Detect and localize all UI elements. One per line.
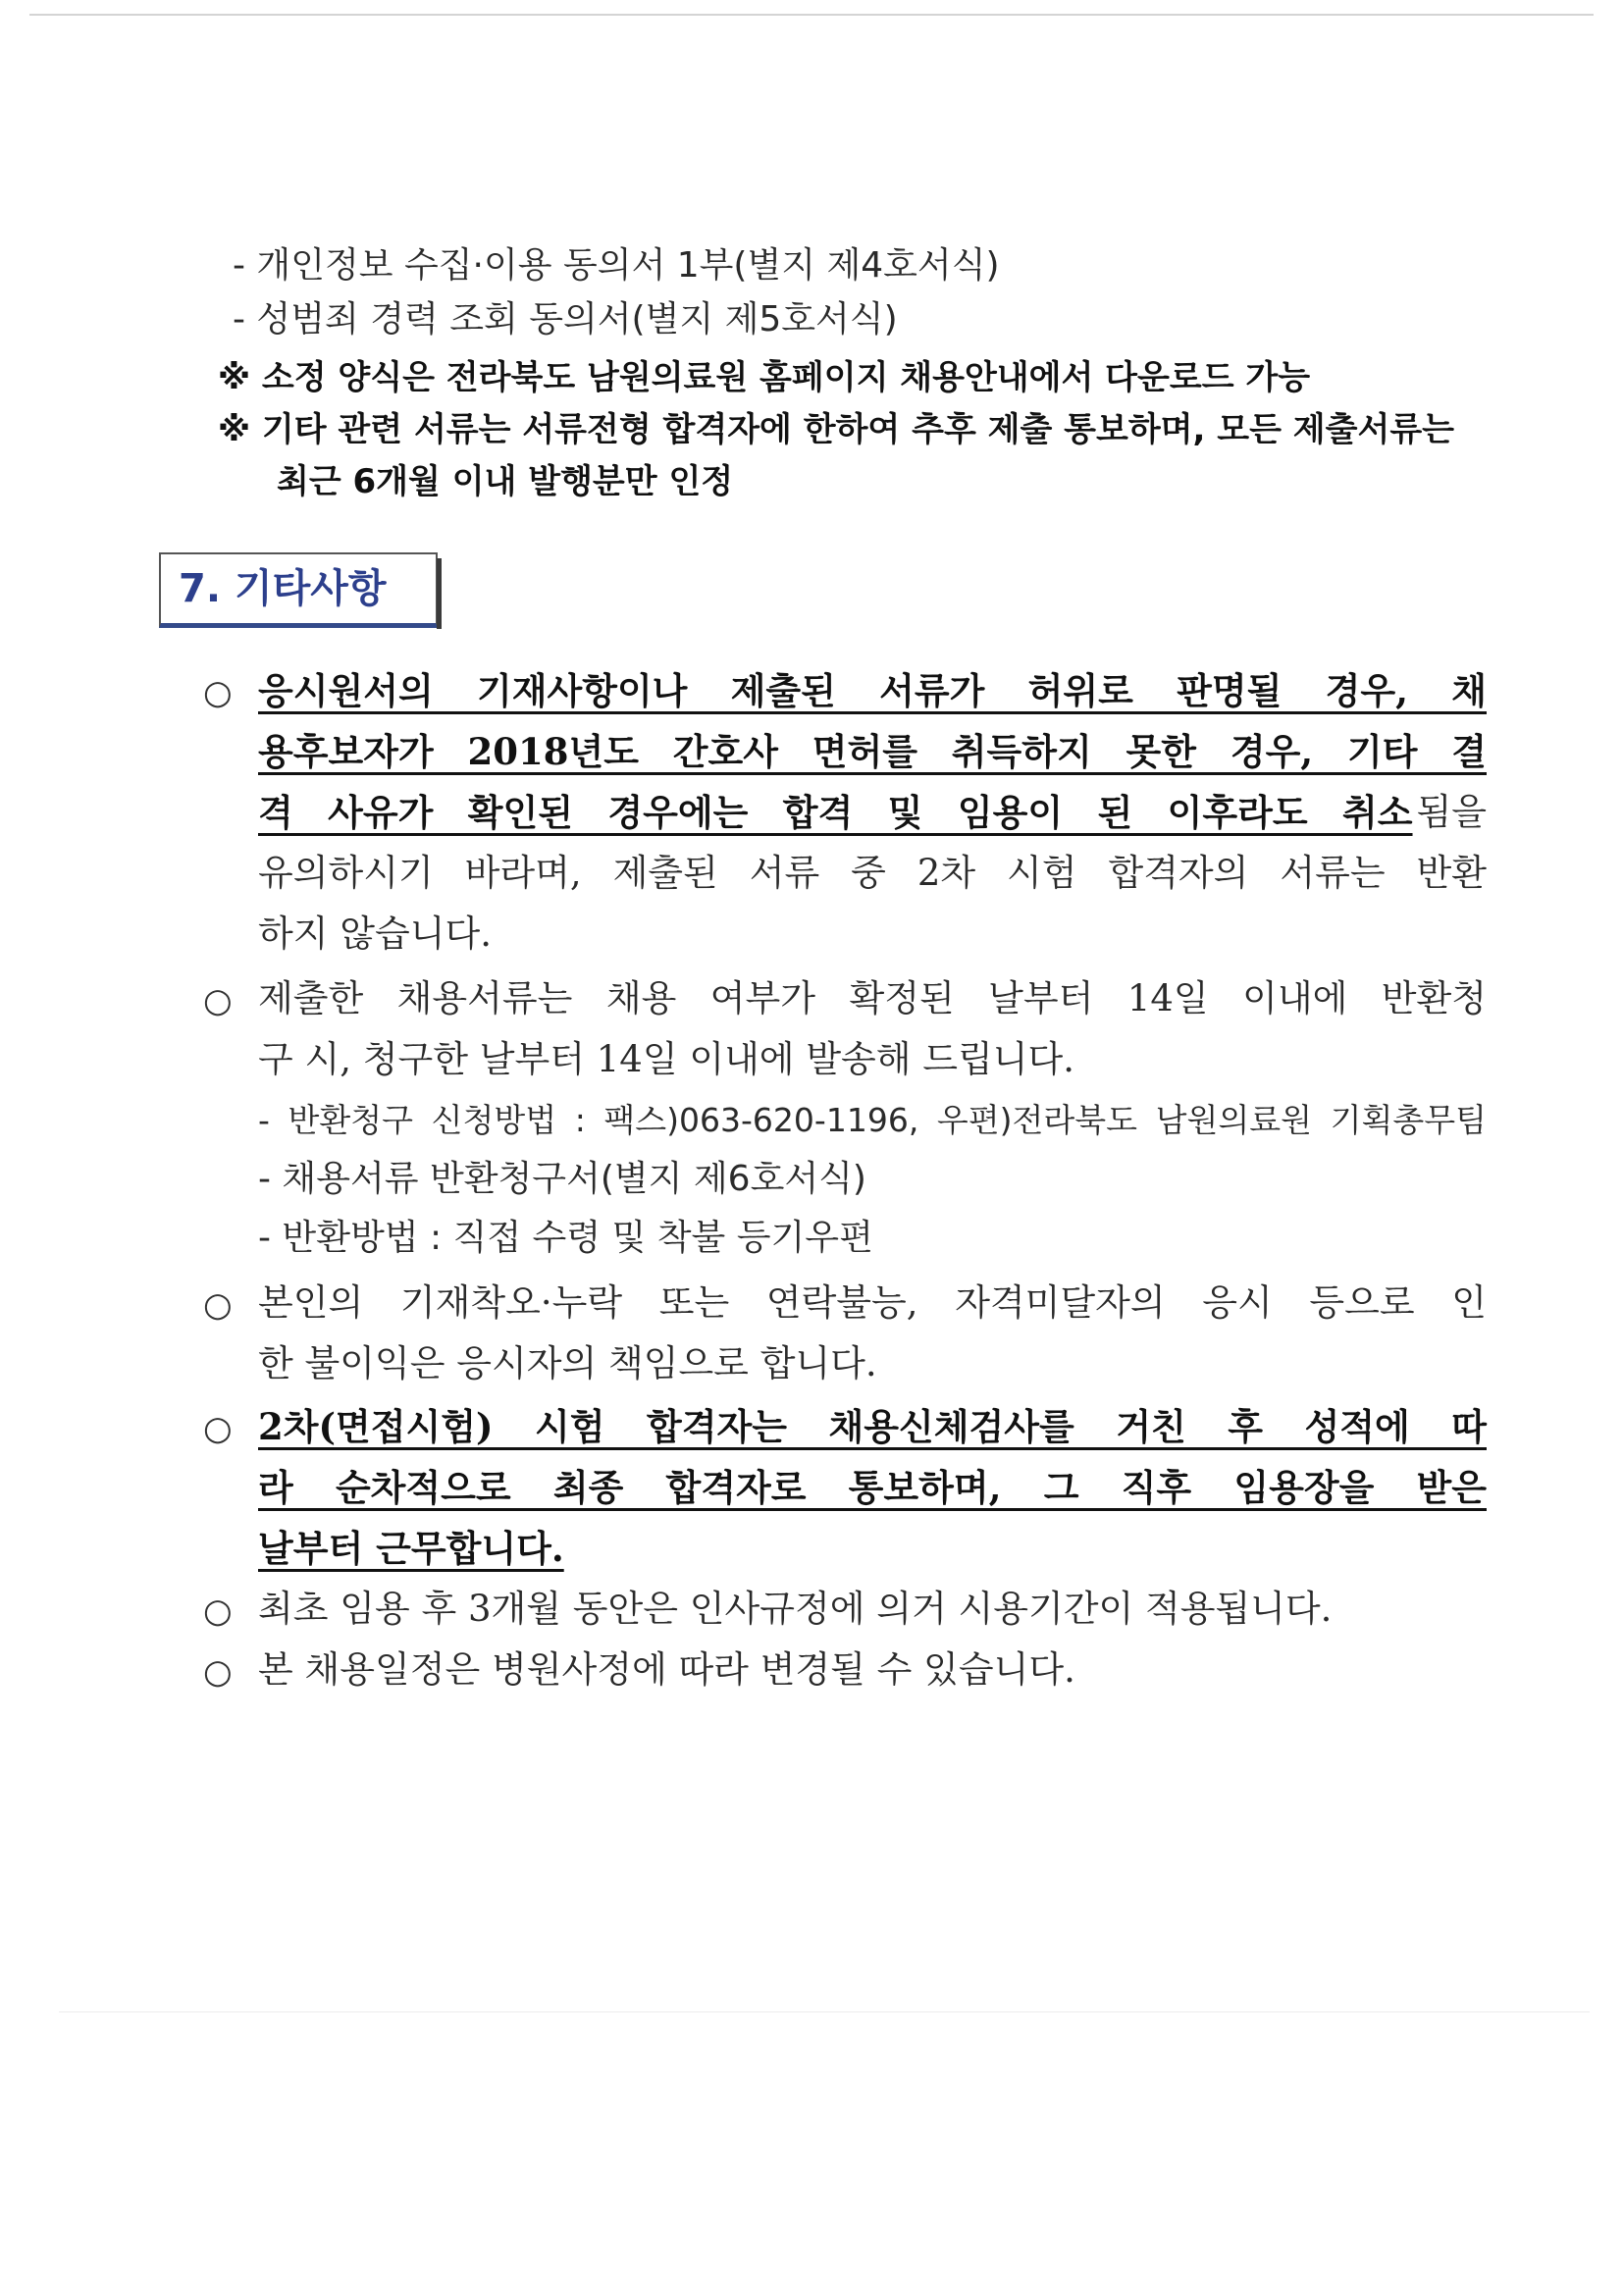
section-header — [159, 552, 438, 628]
paragraph-6: 본 채용일정은 병원사정에 따라 변경될 수 있습니다. — [258, 1648, 1075, 1691]
return-form-item: - 채용서류 반환청구서(별지 제6호서식) — [258, 1159, 866, 1199]
bullet-icon: ○ — [203, 673, 233, 712]
paragraph-1-line-4: 유의하시기 바라며, 제출된 서류 중 2차 시험 합격자의 서류는 반환 — [258, 852, 1487, 894]
note-documents: ※ 기타 관련 서류는 서류전형 합격자에 한하여 추후 제출 통보하며, 모든 제출서류는 — [218, 410, 1455, 449]
paragraph-1-line-1: 응시원서의 기재사항이나 제출된 서류가 허위로 판명될 경우, 채 — [258, 669, 1487, 712]
bullet-icon: ○ — [203, 1285, 233, 1325]
return-method-item: - 반환청구 신청방법 : 팩스)063-620-1196, 우편)전라북도 남원의료원 기획총무팀 — [258, 1101, 1487, 1139]
paragraph-4-line-1: 2차(면접시험) 시험 합격자는 채용신체검사를 거친 후 성적에 따 — [258, 1405, 1487, 1448]
list-item: - 개인정보 수집·이용 동의서 1부(별지 제4호서식) — [233, 245, 1000, 286]
return-delivery-item: - 반환방법 : 직접 수령 및 착불 등기우편 — [258, 1218, 873, 1258]
paragraph-3-line-2: 한 불이익은 응시자의 책임으로 합니다. — [258, 1342, 877, 1384]
section-title: 7. 기타사항 — [179, 566, 387, 611]
paragraph-1-line-2: 용후보자가 2018년도 간호사 면허를 취득하지 못한 경우, 기타 결 — [258, 730, 1487, 773]
paragraph-5: 최초 임용 후 3개월 동안은 인사규정에 의거 시용기간이 적용됩니다. — [258, 1588, 1333, 1630]
bullet-icon: ○ — [203, 981, 233, 1020]
paragraph-2-line-1: 제출한 채용서류는 채용 여부가 확정된 날부터 14일 이내에 반환청 — [258, 977, 1487, 1019]
paragraph-4-line-3: 날부터 근무합니다. — [258, 1527, 564, 1570]
paragraph-3-line-1: 본인의 기재착오·누락 또는 연락불능, 자격미달자의 응시 등으로 인 — [258, 1281, 1487, 1324]
paragraph-1-line-3 — [258, 789, 1487, 836]
scan-artifact-line — [59, 2011, 1590, 2012]
paragraph-1-line-3-underlined: 격 사유가 확인된 경우에는 합격 및 임용이 된 이후라도 취소 — [258, 791, 1413, 834]
bullet-icon: ○ — [203, 1409, 233, 1448]
note-documents-cont: 최근 6개월 이내 발행분만 인정 — [277, 462, 734, 501]
note-download: ※ 소정 양식은 전라북도 남원의료원 홈페이지 채용안내에서 다운로드 가능 — [218, 358, 1311, 397]
paragraph-1-line-3-rest: 됨을 — [1416, 791, 1487, 833]
list-item: - 성범죄 경력 조회 동의서(별지 제5호서식) — [233, 299, 898, 339]
paragraph-4-line-2: 라 순차적으로 최종 합격자로 통보하며, 그 직후 임용장을 받은 — [258, 1466, 1487, 1509]
bullet-icon: ○ — [203, 1652, 233, 1692]
paragraph-2-line-2: 구 시, 청구한 날부터 14일 이내에 발송해 드립니다. — [258, 1038, 1075, 1080]
paragraph-1-line-5: 하지 않습니다. — [258, 913, 492, 955]
section-header-shadow — [437, 558, 442, 629]
bullet-icon: ○ — [203, 1592, 233, 1631]
top-rule — [29, 14, 1594, 16]
